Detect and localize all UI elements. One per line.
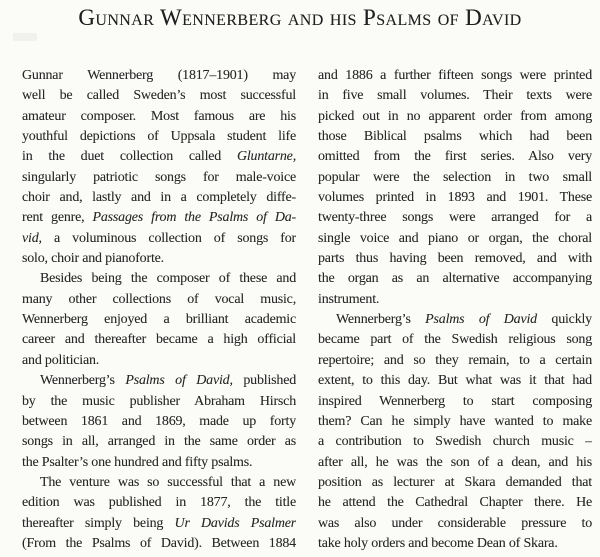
text-run: position as lecturer at Skara demanded that (318, 474, 592, 490)
text-line (318, 208, 592, 228)
text-run: extent, to this day. But what was it that had (318, 373, 592, 389)
text-line (318, 147, 592, 167)
text-line (318, 432, 592, 452)
text-line (22, 66, 296, 86)
text-run: career and thereafter became a high official (22, 332, 296, 348)
text-run: twenty-three songs were arranged for a (318, 210, 592, 226)
text-line (318, 371, 592, 391)
text-line (318, 290, 592, 310)
text-run: thereafter simply being (22, 515, 175, 531)
text-run: volumes printed in 1893 and 1901. These (318, 190, 592, 206)
text-line (22, 290, 296, 310)
text-run: quickly (536, 312, 592, 328)
text-run: Wennerberg’s (336, 312, 426, 328)
text-run: singularly patriotic songs for male-voice (22, 169, 296, 185)
text-line (22, 351, 296, 371)
italic-text-run: vid, (22, 230, 42, 246)
text-line (22, 269, 296, 289)
text-run: between 1861 and 1869, made up forty (22, 413, 296, 429)
right-text-column (318, 66, 592, 556)
text-run: a contribution to Swedish church music – (318, 434, 592, 450)
scan-smudge (13, 33, 37, 41)
text-line (22, 330, 296, 350)
text-line (22, 534, 296, 554)
text-line (318, 269, 592, 289)
text-line (22, 493, 296, 513)
text-line (318, 188, 592, 208)
text-run: the organ as an alternative accompanying (318, 271, 592, 287)
text-run: The venture was so successful that a new (40, 474, 296, 490)
text-line (22, 392, 296, 412)
text-run: those Biblical psalms which had been (318, 129, 592, 145)
text-line (22, 168, 296, 188)
text-line (318, 351, 592, 371)
text-run: rent genre, (22, 210, 93, 226)
text-line (318, 330, 592, 350)
text-line (318, 493, 592, 513)
text-run: edition was published in 1877, the title (22, 495, 296, 511)
text-line (22, 310, 296, 330)
text-run: picked out in no apparent order from among (318, 108, 592, 124)
text-run: well be called Sweden’s most successful (22, 88, 296, 104)
text-run: youthful depictions of Uppsala student life (22, 129, 296, 145)
text-line (22, 127, 296, 147)
text-run: in five small volumes. Their texts were (318, 88, 592, 104)
text-line (318, 66, 592, 86)
text-line (318, 310, 592, 330)
text-run: (From the Psalms of David). Between 1884 (22, 535, 296, 551)
text-line (318, 534, 592, 554)
text-line (318, 249, 592, 269)
italic-text-run: Passages from the Psalms of Da- (92, 210, 296, 226)
text-run: and 1886 a further fifteen songs were printed (318, 68, 592, 83)
text-run: popular were the selection in two small (318, 169, 592, 185)
text-run: a voluminous collection of songs for (41, 230, 296, 246)
text-run: inspired Wennerberg to start composing (318, 393, 592, 409)
text-line (318, 168, 592, 188)
text-line (318, 453, 592, 473)
text-line (22, 107, 296, 127)
italic-text-run: Psalms of David, (125, 373, 233, 389)
text-line (318, 473, 592, 493)
text-run: and politician. (22, 352, 100, 368)
text-run: omitted from the first series. Also very (318, 149, 592, 165)
italic-text-run: Ur Davids Psalmer (174, 515, 296, 531)
text-line (318, 412, 592, 432)
text-line (22, 412, 296, 432)
left-text-column (22, 66, 296, 556)
text-line (22, 147, 296, 167)
text-run: songs in all, arranged in the same order as (22, 434, 296, 450)
text-line (22, 249, 296, 269)
text-run: Gunnar Wennerberg (1817–1901) may (22, 68, 296, 83)
text-run: he attend the Cathedral Chapter there. He (318, 495, 592, 511)
text-run: was also under considerable pressure to (318, 515, 592, 531)
text-line (22, 453, 296, 473)
text-line (318, 514, 592, 534)
text-run: choir and, lastly and in a completely diffe- (22, 190, 296, 206)
text-run: many other collections of vocal music, (22, 291, 296, 307)
text-line (22, 371, 296, 391)
text-line (318, 86, 592, 106)
italic-text-run: Psalms of David (425, 312, 537, 328)
text-line (22, 473, 296, 493)
text-run: Wennerberg’s (40, 373, 126, 389)
text-line (318, 127, 592, 147)
text-line (22, 188, 296, 208)
text-line (22, 432, 296, 452)
text-run: take holy orders and become Dean of Skara. (318, 535, 558, 551)
text-line (22, 229, 296, 249)
text-run: Besides being the composer of these and (40, 271, 296, 287)
text-run: amateur composer. Most famous are his (22, 108, 296, 124)
text-run: instrument. (318, 291, 380, 307)
text-run: published (232, 373, 296, 389)
text-run: the Psalter’s one hundred and fifty psalms. (22, 454, 253, 470)
text-line (22, 514, 296, 534)
text-run: repertoire; and so they remain, to a certain (318, 352, 592, 368)
italic-text-run: Gluntarne, (236, 149, 296, 165)
text-run: after all, he was the son of a dean, and his (318, 454, 592, 470)
text-run: by the music publisher Abraham Hirsch (22, 393, 296, 409)
text-line (318, 229, 592, 249)
text-run: Wennerberg enjoyed a brilliant academic (22, 312, 296, 328)
text-run: in the duet collection called (22, 149, 237, 165)
text-line (22, 86, 296, 106)
text-line (318, 392, 592, 412)
page-title: Gunnar Wennerberg and his Psalms of David (78, 5, 522, 30)
text-run: parts thus having been removed, and with (318, 251, 592, 267)
text-run: solo, choir and pianoforte. (22, 251, 164, 267)
text-line (22, 208, 296, 228)
text-run: became part of the Swedish religious song (318, 332, 592, 348)
text-run: them? Can he simply have wanted to make (318, 413, 592, 429)
text-run: single voice and piano or organ, the choral (318, 230, 592, 246)
text-line (318, 107, 592, 127)
